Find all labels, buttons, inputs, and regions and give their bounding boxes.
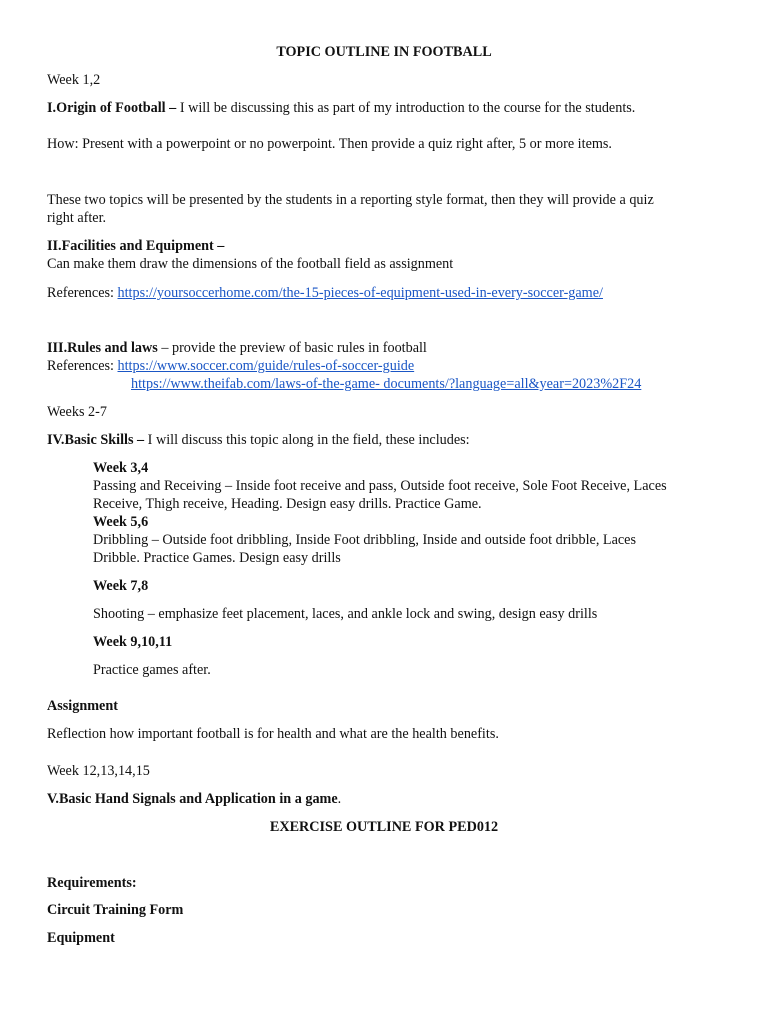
basic-skills-text: I will discuss this topic along in the field, these includes: — [144, 432, 470, 448]
reporting-line-2: right after. — [47, 210, 107, 226]
week-3-4-line-2: Receive, Thigh receive, Heading. Design easy drills. Practice Game. — [93, 496, 482, 512]
basic-skills-heading: IV.Basic Skills – — [47, 432, 145, 448]
basic-skills-line — [47, 431, 470, 449]
week-12-15-label: Week 12,13,14,15 — [47, 763, 150, 779]
rules-line — [47, 339, 427, 357]
reporting-line-1: These two topics will be presented by the students in a reporting style format, then they will provide a quiz — [47, 192, 654, 208]
hand-signals-heading: V.Basic Hand Signals and Application in a game — [47, 791, 338, 807]
origin-of-football-line — [47, 99, 635, 117]
week-1-2-label: Week 1,2 — [47, 72, 101, 88]
week-3-4-line-1: Passing and Receiving – Inside foot receive and pass, Outside foot receive, Sole Foot Receive, Laces — [93, 478, 667, 494]
exercise-outline-title: EXERCISE OUTLINE FOR PED012 — [269, 819, 499, 835]
week-9-11-heading: Week 9,10,11 — [93, 634, 173, 650]
document-title: TOPIC OUTLINE IN FOOTBALL — [276, 44, 492, 60]
week-3-4-heading: Week 3,4 — [93, 460, 149, 476]
equipment-reference-link[interactable]: https://yoursoccerhome.com/the-15-pieces-of-equipment-used-in-every-soccer-game/ — [117, 285, 603, 301]
rules-text: – provide the preview of basic rules in football — [157, 340, 427, 356]
facilities-text: Can make them draw the dimensions of the football field as assignment — [47, 256, 454, 272]
week-7-8-heading: Week 7,8 — [93, 578, 149, 594]
references-label: References: — [47, 358, 118, 374]
weeks-2-7-label: Weeks 2-7 — [47, 404, 107, 420]
week-9-11-text: Practice games after. — [93, 662, 211, 678]
equipment-heading: Equipment — [47, 930, 115, 946]
assignment-text: Reflection how important football is for health and what are the health benefits. — [47, 726, 499, 742]
how-line: How: Present with a powerpoint or no powerpoint. Then provide a quiz right after, 5 or more items. — [47, 136, 612, 152]
origin-heading: I.Origin of Football – — [47, 100, 177, 116]
week-5-6-heading: Week 5,6 — [93, 514, 149, 530]
circuit-training-form-heading: Circuit Training Form — [47, 902, 184, 918]
hand-signals-line: V.Basic Hand Signals and Application in a game. — [47, 791, 342, 807]
rules-references — [47, 357, 414, 375]
rules-heading: III.Rules and laws — [47, 340, 158, 356]
ifab-laws-link[interactable]: https://www.theifab.com/laws-of-the-game- documents/?language=all&year=2023%2F24 — [131, 376, 642, 392]
week-5-6-line-1: Dribbling – Outside foot dribbling, Inside Foot dribbling, Inside and outside foot dribble, Laces — [93, 532, 636, 548]
facilities-references — [47, 284, 603, 302]
rules-references-2 — [131, 375, 641, 393]
week-5-6-line-2: Dribble. Practice Games. Design easy drills — [93, 550, 341, 566]
assignment-heading: Assignment — [47, 698, 118, 714]
soccer-guide-link[interactable]: https://www.soccer.com/guide/rules-of-soccer-guide — [117, 358, 415, 374]
facilities-heading: II.Facilities and Equipment – — [47, 238, 225, 254]
week-7-8-text: Shooting – emphasize feet placement, laces, and ankle lock and swing, design easy drills — [93, 606, 598, 622]
requirements-heading: Requirements: — [47, 875, 137, 891]
origin-text: I will be discussing this as part of my introduction to the course for the students. — [176, 100, 636, 116]
references-label: References: — [47, 285, 118, 301]
